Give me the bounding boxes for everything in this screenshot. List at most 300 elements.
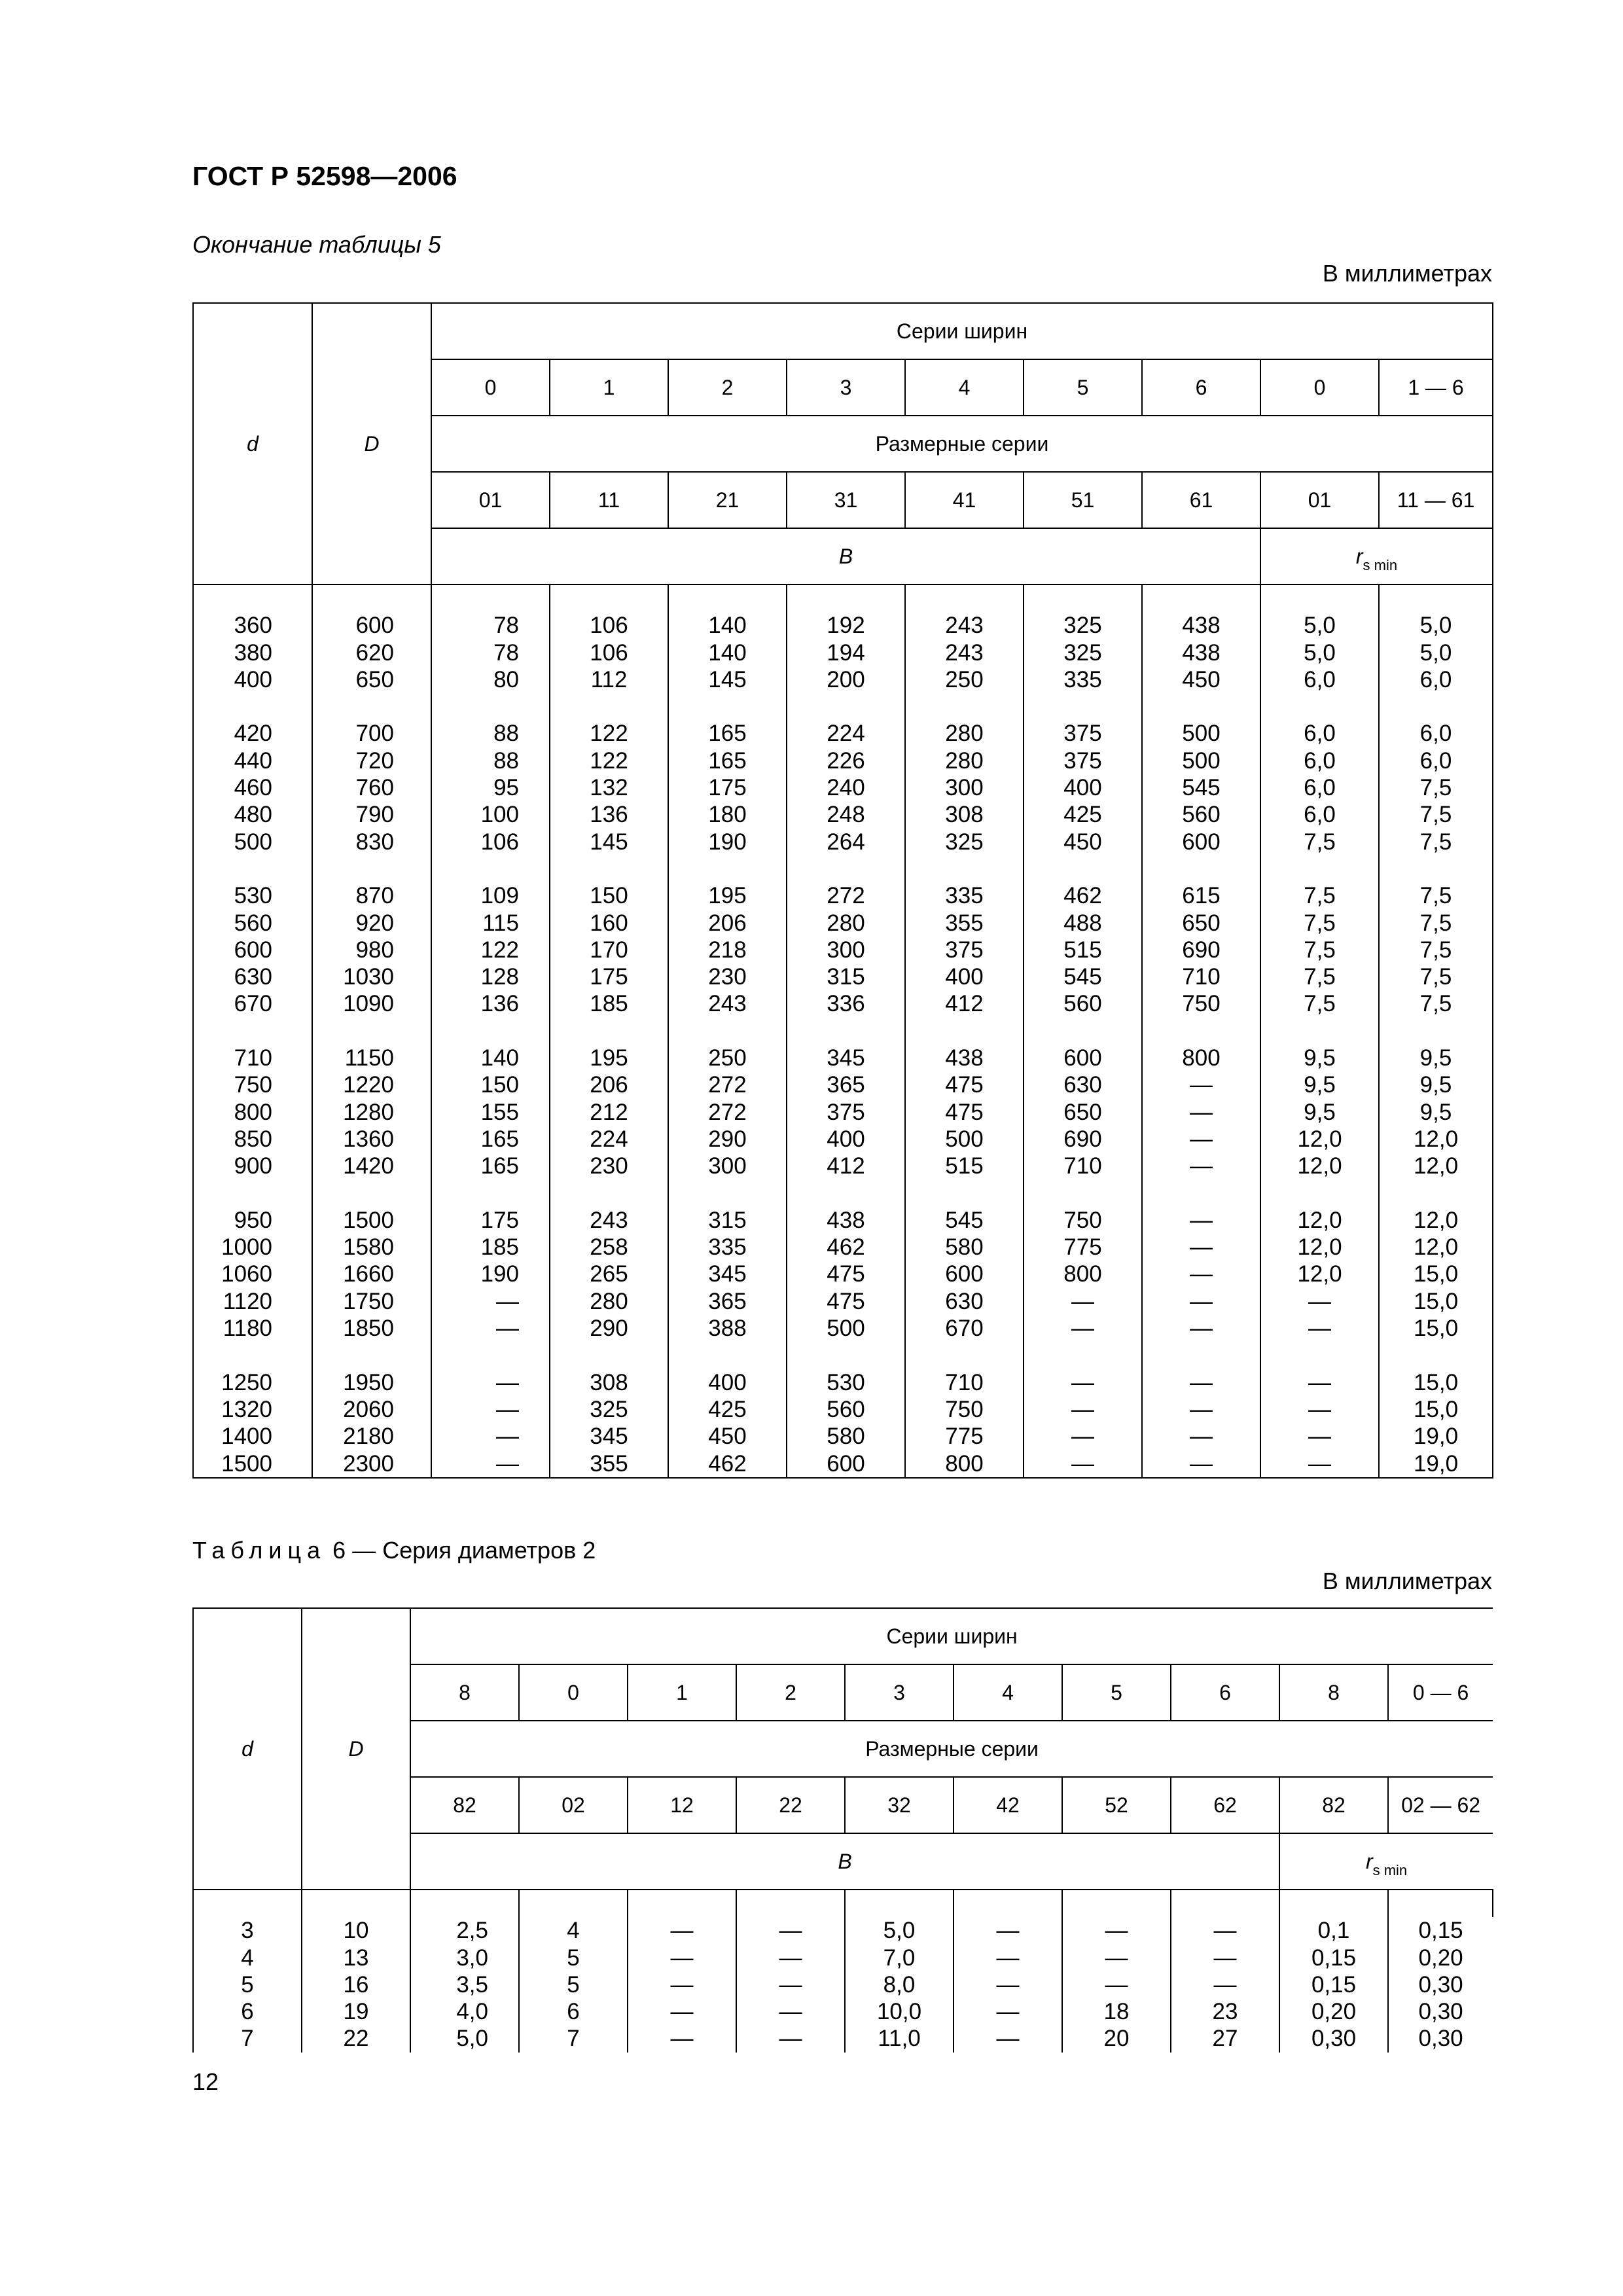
column-header-D: D [302, 1608, 410, 1890]
table-cell: 345 [550, 1423, 668, 1450]
table-row [193, 1917, 1493, 1944]
table-cell: 5,0 [845, 1917, 954, 1944]
table-cell: 165 [431, 1153, 550, 1179]
table-cell: 750 [1142, 990, 1260, 1017]
table-cell: 530 [193, 882, 312, 909]
table-cell: 18 [1062, 1998, 1171, 2025]
table-cell: 1280 [312, 1099, 431, 1126]
width-series-cell: 0 [519, 1664, 628, 1721]
table-cell: 800 [1024, 1261, 1142, 1287]
table-cell: — [1142, 1153, 1260, 1179]
table-cell: 400 [787, 1126, 905, 1153]
width-series-cell: 8 [410, 1664, 519, 1721]
dimension-series-cell: 82 [1279, 1777, 1388, 1833]
table-cell: 1090 [312, 990, 431, 1017]
table-cell: 355 [905, 910, 1024, 937]
table-cell: 8,0 [845, 1971, 954, 1998]
table-cell: 6,0 [1379, 747, 1493, 774]
table-cell: 1250 [193, 1369, 312, 1396]
table-cell: 132 [550, 774, 668, 801]
table-cell: 0,1 [1279, 1917, 1388, 1944]
table-cell: — [1171, 1971, 1279, 1998]
table-cell: 800 [193, 1099, 312, 1126]
table-cell: 185 [550, 990, 668, 1017]
table-cell: — [1142, 1288, 1260, 1315]
table-cell: 560 [1142, 801, 1260, 828]
table-cell: 106 [550, 612, 668, 639]
table-cell: 670 [193, 990, 312, 1017]
dimension-series-cell: 01 [431, 472, 550, 528]
table-cell: — [1142, 1261, 1260, 1287]
dimension-series-cell: 12 [628, 1777, 736, 1833]
table-cell: 206 [550, 1071, 668, 1098]
table-cell: 272 [787, 882, 905, 909]
table-row [193, 1153, 1493, 1179]
table-cell: 248 [787, 801, 905, 828]
table-cell: 560 [787, 1396, 905, 1423]
dimension-series-cell: 01 [1260, 472, 1379, 528]
table-cell: 580 [787, 1423, 905, 1450]
table-cell: 15,0 [1379, 1315, 1493, 1342]
table-cell: 420 [193, 720, 312, 747]
table-cell: 16 [302, 1971, 410, 1998]
table-cell: 7,5 [1379, 963, 1493, 990]
table-cell: 78 [431, 639, 550, 666]
table-cell: 830 [312, 829, 431, 855]
table-row [193, 1126, 1493, 1153]
table-cell: — [736, 1945, 845, 1971]
table-cell: 27 [1171, 2025, 1279, 2052]
table-cell: 224 [787, 720, 905, 747]
table-cell: 145 [668, 666, 787, 693]
table-cell: 240 [787, 774, 905, 801]
width-series-cell: 5 [1062, 1664, 1171, 1721]
table-cell: 630 [905, 1288, 1024, 1315]
table-row [193, 2025, 1493, 2052]
group-spacer [193, 855, 1493, 882]
table-cell: 195 [668, 882, 787, 909]
group-spacer [193, 1180, 1493, 1207]
table-cell: 7,5 [1260, 829, 1379, 855]
table-cell: 7,5 [1379, 882, 1493, 909]
table-cell: 545 [905, 1207, 1024, 1234]
table-cell: 6,0 [1260, 774, 1379, 801]
table-cell: 88 [431, 720, 550, 747]
table-cell: 88 [431, 747, 550, 774]
table-cell: 412 [905, 990, 1024, 1017]
table-cell: 460 [193, 774, 312, 801]
table-cell: — [1260, 1396, 1379, 1423]
table-cell: 345 [787, 1045, 905, 1071]
table-cell: 9,5 [1260, 1099, 1379, 1126]
table-continuation-caption: Окончание таблицы 5 [192, 231, 441, 258]
table-cell: 192 [787, 612, 905, 639]
table-cell: 1500 [312, 1207, 431, 1234]
table-cell: 12,0 [1260, 1261, 1379, 1287]
table-cell: 7,5 [1379, 829, 1493, 855]
table-row [193, 720, 1493, 747]
table-cell: 250 [905, 666, 1024, 693]
table-cell: — [1062, 1971, 1171, 1998]
dimension-series-header: Размерные серии [431, 416, 1493, 472]
table-cell: 800 [1142, 1045, 1260, 1071]
table-cell: 1850 [312, 1315, 431, 1342]
table-cell: — [736, 2025, 845, 2052]
table-cell: 412 [787, 1153, 905, 1179]
width-series-cell: 8 [1279, 1664, 1388, 1721]
table-row [193, 882, 1493, 909]
dimension-series-cell: 02 — 62 [1388, 1777, 1493, 1833]
dimension-series-cell: 62 [1171, 1777, 1279, 1833]
table-cell: 230 [550, 1153, 668, 1179]
table-cell: — [431, 1315, 550, 1342]
table-cell: — [1024, 1450, 1142, 1478]
table-cell: 19,0 [1379, 1423, 1493, 1450]
dimension-series-cell: 41 [905, 472, 1024, 528]
table-row [193, 666, 1493, 693]
table-cell: 10,0 [845, 1998, 954, 2025]
table-cell: 0,30 [1388, 1998, 1493, 2025]
table-cell: 475 [787, 1261, 905, 1287]
table-cell: 2,5 [410, 1917, 519, 1944]
group-spacer [193, 693, 1493, 720]
table-cell: 0,15 [1388, 1917, 1493, 1944]
table-row [193, 1045, 1493, 1071]
table-cell: 600 [787, 1450, 905, 1478]
table-cell: 580 [905, 1234, 1024, 1261]
table-cell: 650 [1142, 910, 1260, 937]
width-series-cell: 1 [550, 359, 668, 416]
table-cell: 272 [668, 1099, 787, 1126]
table-cell: 112 [550, 666, 668, 693]
table-cell: 1060 [193, 1261, 312, 1287]
table-cell: 12,0 [1379, 1153, 1493, 1179]
table-cell: 12,0 [1379, 1126, 1493, 1153]
table-row [193, 1423, 1493, 1450]
table-cell: 15,0 [1379, 1369, 1493, 1396]
table-cell: 2300 [312, 1450, 431, 1478]
table-cell: 375 [905, 937, 1024, 963]
table-cell: 109 [431, 882, 550, 909]
dimension-series-cell: 31 [787, 472, 905, 528]
table-cell: — [1024, 1423, 1142, 1450]
table-cell: — [954, 1917, 1062, 1944]
table-cell: 335 [668, 1234, 787, 1261]
table-cell: 0,30 [1388, 2025, 1493, 2052]
table-cell: 950 [193, 1207, 312, 1234]
table-cell: 450 [1024, 829, 1142, 855]
table-cell: 230 [668, 963, 787, 990]
table-cell: 670 [905, 1315, 1024, 1342]
table-cell: 425 [1024, 801, 1142, 828]
table-cell: 530 [787, 1369, 905, 1396]
table-cell: 365 [787, 1071, 905, 1098]
table-cell: 545 [1024, 963, 1142, 990]
table-cell: 1750 [312, 1288, 431, 1315]
table-cell: 600 [312, 612, 431, 639]
table-cell: 290 [668, 1126, 787, 1153]
table-cell: 500 [1142, 720, 1260, 747]
table-cell: 775 [1024, 1234, 1142, 1261]
table-cell: — [431, 1423, 550, 1450]
table-cell: 690 [1142, 937, 1260, 963]
table-cell: 720 [312, 747, 431, 774]
table-cell: 515 [905, 1153, 1024, 1179]
table-cell: 438 [787, 1207, 905, 1234]
table-cell: 115 [431, 910, 550, 937]
table-cell: 1220 [312, 1071, 431, 1098]
width-series-cell: 6 [1142, 359, 1260, 416]
table-cell: 218 [668, 937, 787, 963]
table-cell: 450 [1142, 666, 1260, 693]
table-cell: — [1142, 1071, 1260, 1098]
table-cell: 1660 [312, 1261, 431, 1287]
table-cell: — [1171, 1945, 1279, 1971]
table-cell: 180 [668, 801, 787, 828]
table-cell: 19 [302, 1998, 410, 2025]
table-cell: 710 [905, 1369, 1024, 1396]
table-cell: — [1260, 1315, 1379, 1342]
width-series-cell: 1 [628, 1664, 736, 1721]
table-cell: 775 [905, 1423, 1024, 1450]
table-cell: — [1024, 1396, 1142, 1423]
table-row [193, 1369, 1493, 1396]
table-cell: — [628, 1917, 736, 1944]
table-cell: 250 [668, 1045, 787, 1071]
table-5-body [193, 584, 1493, 1478]
table-cell: 650 [312, 666, 431, 693]
column-header-B: B [431, 528, 1260, 584]
table-cell: 630 [193, 963, 312, 990]
table-cell: 388 [668, 1315, 787, 1342]
table-cell: 20 [1062, 2025, 1171, 2052]
table-cell: 6,0 [1379, 720, 1493, 747]
table-cell: 150 [431, 1071, 550, 1098]
table-cell: 19,0 [1379, 1450, 1493, 1478]
table-cell: — [628, 1945, 736, 1971]
table-cell: 710 [1142, 963, 1260, 990]
table-cell: — [1260, 1288, 1379, 1315]
table-cell: 160 [550, 910, 668, 937]
table-cell: 12,0 [1379, 1207, 1493, 1234]
table-cell: 0,20 [1388, 1945, 1493, 1971]
table-cell: 9,5 [1260, 1045, 1379, 1071]
table-row [193, 612, 1493, 639]
dimension-series-cell: 82 [410, 1777, 519, 1833]
table-cell: 170 [550, 937, 668, 963]
table-cell: 5,0 [410, 2025, 519, 2052]
table-row [193, 1971, 1493, 1998]
table-cell: 710 [1024, 1153, 1142, 1179]
table-cell: 140 [668, 612, 787, 639]
width-series-cell: 3 [787, 359, 905, 416]
table-cell: 155 [431, 1099, 550, 1126]
table-cell: 380 [193, 639, 312, 666]
table-cell: 440 [193, 747, 312, 774]
table-cell: 280 [550, 1288, 668, 1315]
dimension-series-cell: 11 — 61 [1379, 472, 1493, 528]
table-row [193, 910, 1493, 937]
table-cell: 6 [519, 1998, 628, 2025]
table-cell: — [1062, 1917, 1171, 1944]
table-cell: 9,5 [1379, 1099, 1493, 1126]
table-cell: 750 [1024, 1207, 1142, 1234]
column-header-r: $r_{s min}$ [1279, 1833, 1493, 1890]
column-header-d: d [193, 1608, 302, 1890]
table-cell: 136 [431, 990, 550, 1017]
table-cell: 462 [668, 1450, 787, 1478]
units-label-table-6: В миллиметрах [1322, 1568, 1492, 1594]
width-series-cell: 0 — 6 [1388, 1664, 1493, 1721]
table-cell: 194 [787, 639, 905, 666]
table-cell: 243 [905, 612, 1024, 639]
table-cell: 600 [1024, 1045, 1142, 1071]
table-cell: 480 [193, 801, 312, 828]
table-cell: — [1260, 1423, 1379, 1450]
table-row [193, 1998, 1493, 2025]
table-cell: 5,0 [1379, 612, 1493, 639]
column-header-r: $r_{s min}$ [1260, 528, 1493, 584]
table-cell: 375 [1024, 747, 1142, 774]
table-cell: 1420 [312, 1153, 431, 1179]
table-cell: 280 [905, 747, 1024, 774]
table-row [193, 801, 1493, 828]
table-cell: 325 [905, 829, 1024, 855]
table-cell: 243 [550, 1207, 668, 1234]
table-cell: 185 [431, 1234, 550, 1261]
table-cell: 7,5 [1379, 801, 1493, 828]
table-cell: 615 [1142, 882, 1260, 909]
table-cell: 500 [1142, 747, 1260, 774]
table-cell: 78 [431, 612, 550, 639]
table-cell: — [1260, 1450, 1379, 1478]
table-cell: 122 [431, 937, 550, 963]
column-header-B: B [410, 1833, 1279, 1890]
table-cell: 3,5 [410, 1971, 519, 1998]
table-cell: 7,5 [1260, 963, 1379, 990]
table-row [193, 639, 1493, 666]
table-cell: 0,15 [1279, 1971, 1388, 1998]
dimension-series-cell: 52 [1062, 1777, 1171, 1833]
table-cell: 630 [1024, 1071, 1142, 1098]
table-cell: 12,0 [1260, 1126, 1379, 1153]
table-cell: 9,5 [1260, 1071, 1379, 1098]
page-number: 12 [192, 2068, 219, 2095]
table-cell: 7,5 [1379, 910, 1493, 937]
table-cell: 0,15 [1279, 1945, 1388, 1971]
table-6-body [193, 1890, 1493, 2053]
table-cell: 106 [431, 829, 550, 855]
table-cell: 12,0 [1260, 1234, 1379, 1261]
table-row [193, 1450, 1493, 1478]
table-cell: 122 [550, 747, 668, 774]
width-series-cell: 5 [1024, 359, 1142, 416]
table-cell: 280 [787, 910, 905, 937]
table-cell: — [736, 1998, 845, 2025]
table-cell: — [1171, 1917, 1279, 1944]
dimension-series-cell: 32 [845, 1777, 954, 1833]
table-cell: 165 [668, 720, 787, 747]
table-cell: 690 [1024, 1126, 1142, 1153]
table-cell: 600 [1142, 829, 1260, 855]
document-title: ГОСТ Р 52598—2006 [192, 161, 457, 191]
table-cell: 600 [905, 1261, 1024, 1287]
table-cell: 308 [550, 1369, 668, 1396]
table-cell: 438 [1142, 639, 1260, 666]
width-series-cell: 1 — 6 [1379, 359, 1493, 416]
table-cell: 80 [431, 666, 550, 693]
table-cell: 6,0 [1260, 801, 1379, 828]
table-cell: 2180 [312, 1423, 431, 1450]
table-cell: 1030 [312, 963, 431, 990]
table-cell: 438 [905, 1045, 1024, 1071]
table-cell: 9,5 [1379, 1071, 1493, 1098]
column-header-d: d [193, 303, 312, 584]
table-cell: 122 [550, 720, 668, 747]
table-cell: 980 [312, 937, 431, 963]
table-cell: 3,0 [410, 1945, 519, 1971]
table-cell: 100 [431, 801, 550, 828]
table-cell: 5,0 [1260, 639, 1379, 666]
table-cell: 335 [1024, 666, 1142, 693]
table-cell: 870 [312, 882, 431, 909]
dimension-series-cell: 51 [1024, 472, 1142, 528]
table-cell: 560 [1024, 990, 1142, 1017]
table-cell: 800 [905, 1450, 1024, 1478]
table-cell: 0,30 [1388, 1971, 1493, 1998]
units-label: В миллиметрах [1322, 260, 1492, 287]
table-cell: 850 [193, 1126, 312, 1153]
table-cell: 400 [905, 963, 1024, 990]
table-cell: 325 [1024, 612, 1142, 639]
table-cell: 272 [668, 1071, 787, 1098]
table-cell: 264 [787, 829, 905, 855]
table-cell: 6,0 [1260, 747, 1379, 774]
table-cell: 790 [312, 801, 431, 828]
table-cell: — [954, 1998, 1062, 2025]
table-cell: 475 [787, 1288, 905, 1315]
table-cell: — [1024, 1369, 1142, 1396]
table-cell: — [1142, 1369, 1260, 1396]
dimension-series-cell: 22 [736, 1777, 845, 1833]
width-series-cell: 4 [905, 359, 1024, 416]
table-cell: — [628, 1998, 736, 2025]
table-cell: 6,0 [1260, 666, 1379, 693]
table-cell: 106 [550, 639, 668, 666]
table-row [193, 747, 1493, 774]
table-cell: 400 [193, 666, 312, 693]
width-series-header: Серии ширин [431, 303, 1493, 359]
table-cell: 7,5 [1379, 774, 1493, 801]
table-row [193, 990, 1493, 1017]
table-cell: 15,0 [1379, 1396, 1493, 1423]
dimension-series-cell: 61 [1142, 472, 1260, 528]
column-header-D: D [312, 303, 431, 584]
table-cell: 0,30 [1279, 2025, 1388, 2052]
table-cell: 136 [550, 801, 668, 828]
table-cell: 265 [550, 1261, 668, 1287]
table-row [193, 1261, 1493, 1287]
table-cell: — [1142, 1315, 1260, 1342]
table-cell: 750 [905, 1396, 1024, 1423]
table-cell: — [1142, 1207, 1260, 1234]
table-cell: 315 [668, 1207, 787, 1234]
width-series-cell: 4 [954, 1664, 1062, 1721]
table-cell: — [628, 2025, 736, 2052]
table-cell: 515 [1024, 937, 1142, 963]
width-series-cell: 2 [668, 359, 787, 416]
table-cell: 5,0 [1379, 639, 1493, 666]
